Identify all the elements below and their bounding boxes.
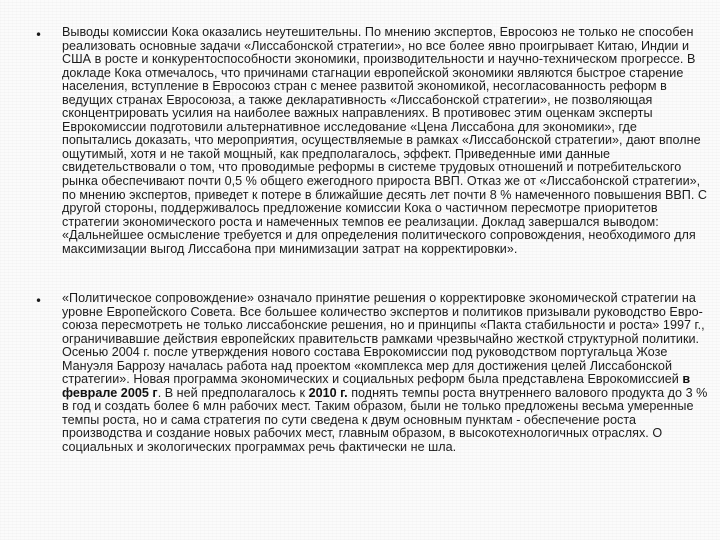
bold-date: в феврале 2005 г xyxy=(62,372,691,400)
paragraph-text: . В ней предполагалось к xyxy=(157,385,309,400)
bullet-marker: • xyxy=(35,28,43,42)
bullet-paragraph xyxy=(62,292,710,455)
paragraph-text: Выводы комиссии Кока оказались неутешительны. По мнению экспертов, Евросоюз не только не способен реализовать основные задачи «Лиссабонской стратегии», но все более явно проигрывает Китаю, Индии и США в росте и конкурентоспособности экономики, производительности и научно-техническом прогрессе. В докладе Кока отмечалось, что причинами стагнации европейской экономики являются быстрое старение населения, вступление в Евросоюз стран с менее развитой экономикой, несогласованность реформ в ведущих странах Евросоюза, а также декларативность «Лиссабонской стратегии», не позволяющая сконцентрировать усилия на наиболее важных направлениях. В противовес этим оценкам эксперты Еврокомиссии подготовили альтернативное исследование «Цена Лиссабона для экономики», где попытались доказать, что мероприятия, осуществляемые в рамках «Лиссабонской стратегии», дают вполне ощутимый, хотя и не такой мощный, как предполагалось, эффект. Приведенные ими данные свидетельствовали о том, что проводимые реформы в системе трудовых отношений и потребительского рынка обеспечивают почти 0,5 % общего ежегодного прироста ВВП. Отказ же от «Лиссабонской стратегии», по мнению экспертов, приведет к потере в ближайшие десять лет почти 8 % намеченного повышения ВВП. С другой стороны, поддерживалось предложение комиссии Кока о частичном пересмотре приоритетов стратегии экономического роста и намеченных темпов ее реализации. Доклад завершался выводом: «Дальнейшее осмысление требуется и для определения политического сопровождения, необходимого для максимизации выгод Лиссабона при минимизации затрат на корректировки». xyxy=(62,25,708,256)
bold-year: 2010 г. xyxy=(308,385,348,400)
paragraph-text: «Политическое сопровождение» означало принятие решения о корректировке экономической стратегии на уровне Европейского Совета. Все большее количество экспертов и политиков призывали руководство Евро-союза пересмотреть не только лиссабонские решения, но и принципы «Пакта стабильности и роста» 1997 г., ограничивавшие действия европейских правительств рамками чрезвычайно жесткой структурной политики. Осенью 2004 г. после утверждения нового состава Еврокомиссии под руководством португальца Жозе Мануэля Баррозу началась работа над проектом «комплекса мер для достижения целей Лиссабонской стратегии». Новая программа экономических и социальных реформ была представлена Еврокомиссией xyxy=(62,291,705,387)
bullet-paragraph xyxy=(62,26,710,256)
bullet-marker: • xyxy=(35,294,43,308)
paragraph-text: поднять темпы роста внутреннего валового продукта до 3 % в год и создать более 6 млн рабочих мест. Таким образом, были не только предложены весьма умеренные темпы роста, но и сама стратегия по сути сведена к двум основным пунктам - обеспечение роста производства и создание новых рабочих мест, главным образом, в высокотехнологичных отраслях. О социальных и экологических программах речь фактически не шла. xyxy=(62,385,708,455)
